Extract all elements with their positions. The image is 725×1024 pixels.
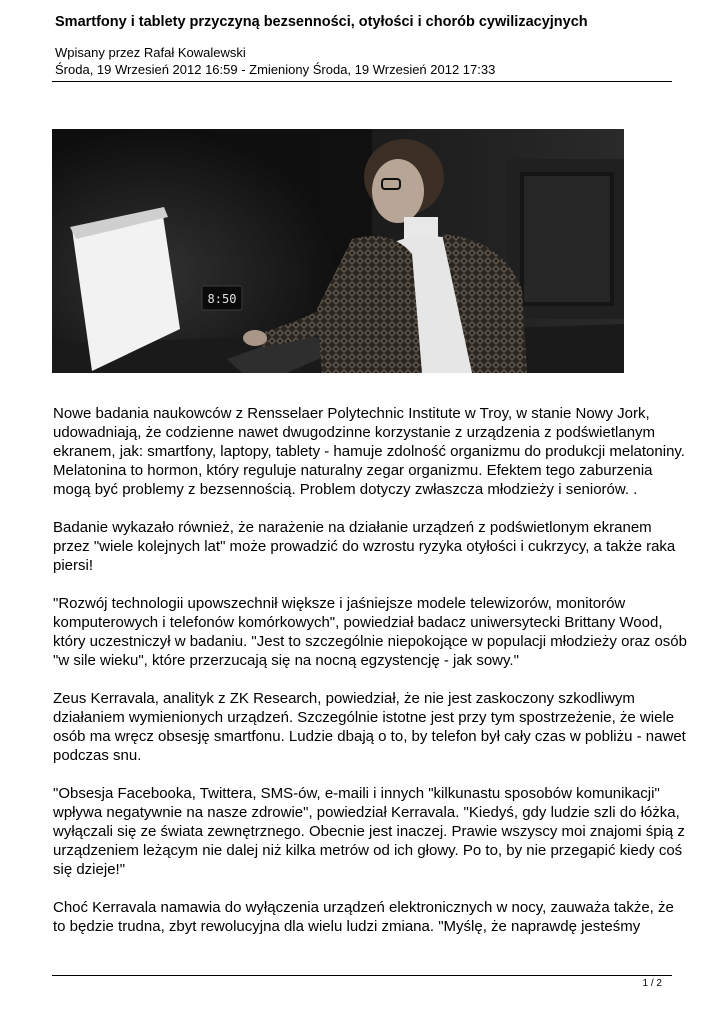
paragraph (53, 898, 673, 936)
text-line: udowadniają, że codzienne nawet dwugodzinne korzystanie z urządzenia z podświetlanym (53, 424, 656, 441)
paragraph (53, 594, 687, 670)
clock-display: 8:50 (207, 292, 237, 306)
text-line: Nowe badania naukowców z Rensselaer Polytechnic Institute w Troy, w stanie Nowy Jork, (53, 405, 650, 422)
text-line: przez "wiele kolejnych lat" może prowadzić do wzrostu ryzyka otyłości i cukrzycy, a także raka (53, 538, 676, 555)
date-line: Środa, 19 Wrzesień 2012 16:59 - Zmieniony Środa, 19 Wrzesień 2012 17:33 (55, 62, 496, 77)
paragraph (53, 404, 685, 499)
page-number: 1 / 2 (642, 978, 662, 989)
article-body (53, 404, 687, 955)
text-line: się dzieje!" (53, 861, 126, 878)
text-line: Choć Kerravala namawia do wyłączenia urządzeń elektronicznych w nocy, zauważa także, że (53, 899, 674, 916)
text-line: piersi! (53, 557, 94, 574)
text-line: "Obsesja Facebooka, Twittera, SMS-ów, e-maili i innych "kilkunastu sposobów komunikacji" (53, 785, 660, 802)
text-line: który uczestniczył w badaniu. "Jest to szczególnie niepokojące w populacji młodzieży oraz osób (53, 633, 687, 650)
text-line: Melatonina to hormon, który reguluje naturalny zegar organizmu. Efektem tego zaburzenia (53, 462, 653, 479)
photo-illustration (52, 129, 624, 373)
text-line: ekranem, jak: smartfony, laptopy, tablety - hamuje zdolność organizmu do produkcji melatoniny. (53, 443, 685, 460)
text-line: osób ma wręcz obsesję smartfonu. Ludzie dbają o to, by telefon był cały czas w pobliżu - nawet (53, 728, 686, 745)
text-line: wyłączali się ze świata zewnętrznego. Obecnie jest inaczej. Prawie wszyscy moi znajomi śpią z (53, 823, 685, 840)
header-divider (52, 81, 672, 82)
article-title: Smartfony i tablety przyczyną bezsenności, otyłości i chorób cywilizacyjnych (55, 14, 588, 30)
text-line: Zeus Kerravala, analityk z ZK Research, powiedział, że nie jest zaskoczony szkodliwym (53, 690, 635, 707)
paragraph (53, 784, 685, 879)
article-photo (52, 129, 624, 373)
text-line: mogą być problemy z bezsennością. Problem dotyczy zwłaszcza młodzieży i seniorów. . (53, 481, 638, 498)
text-line: Badanie wykazało również, że narażenie na działanie urządzeń z podświetlonym ekranem (53, 519, 652, 536)
text-line: wpływa negatywnie na nasze zdrowie", powiedział Kerravala. "Kiedyś, gdy ludzie szli do łóżka, (53, 804, 680, 821)
text-line: podczas snu. (53, 747, 142, 764)
text-line: "w sile wieku", które przerzucają się na nocną egzystencję - jak sowy." (53, 652, 519, 669)
text-line: komputerowych i telefonów komórkowych", powiedział badacz uniwersytecki Brittany Wood, (53, 614, 663, 631)
author-line: Wpisany przez Rafał Kowalewski (55, 45, 246, 60)
text-line: "Rozwój technologii upowszechnił większe i jaśniejsze modele telewizorów, monitorów (53, 595, 626, 612)
text-line: to będzie trudna, zbyt rewolucyjna dla wielu ludzi zmiana. "Myślę, że naprawdę jesteśmy (53, 918, 641, 935)
paragraph (53, 689, 686, 765)
text-line: urządzeniem leżącym nie dalej niż kilka metrów od ich głowy. Po to, by nie przegapić kiedy coś (53, 842, 683, 859)
paragraph (53, 518, 676, 575)
text-line: działaniem wymienionych urządzeń. Szczególnie istotne jest przy tym spostrzeżenie, że wiele (53, 709, 675, 726)
footer-divider (52, 975, 672, 976)
